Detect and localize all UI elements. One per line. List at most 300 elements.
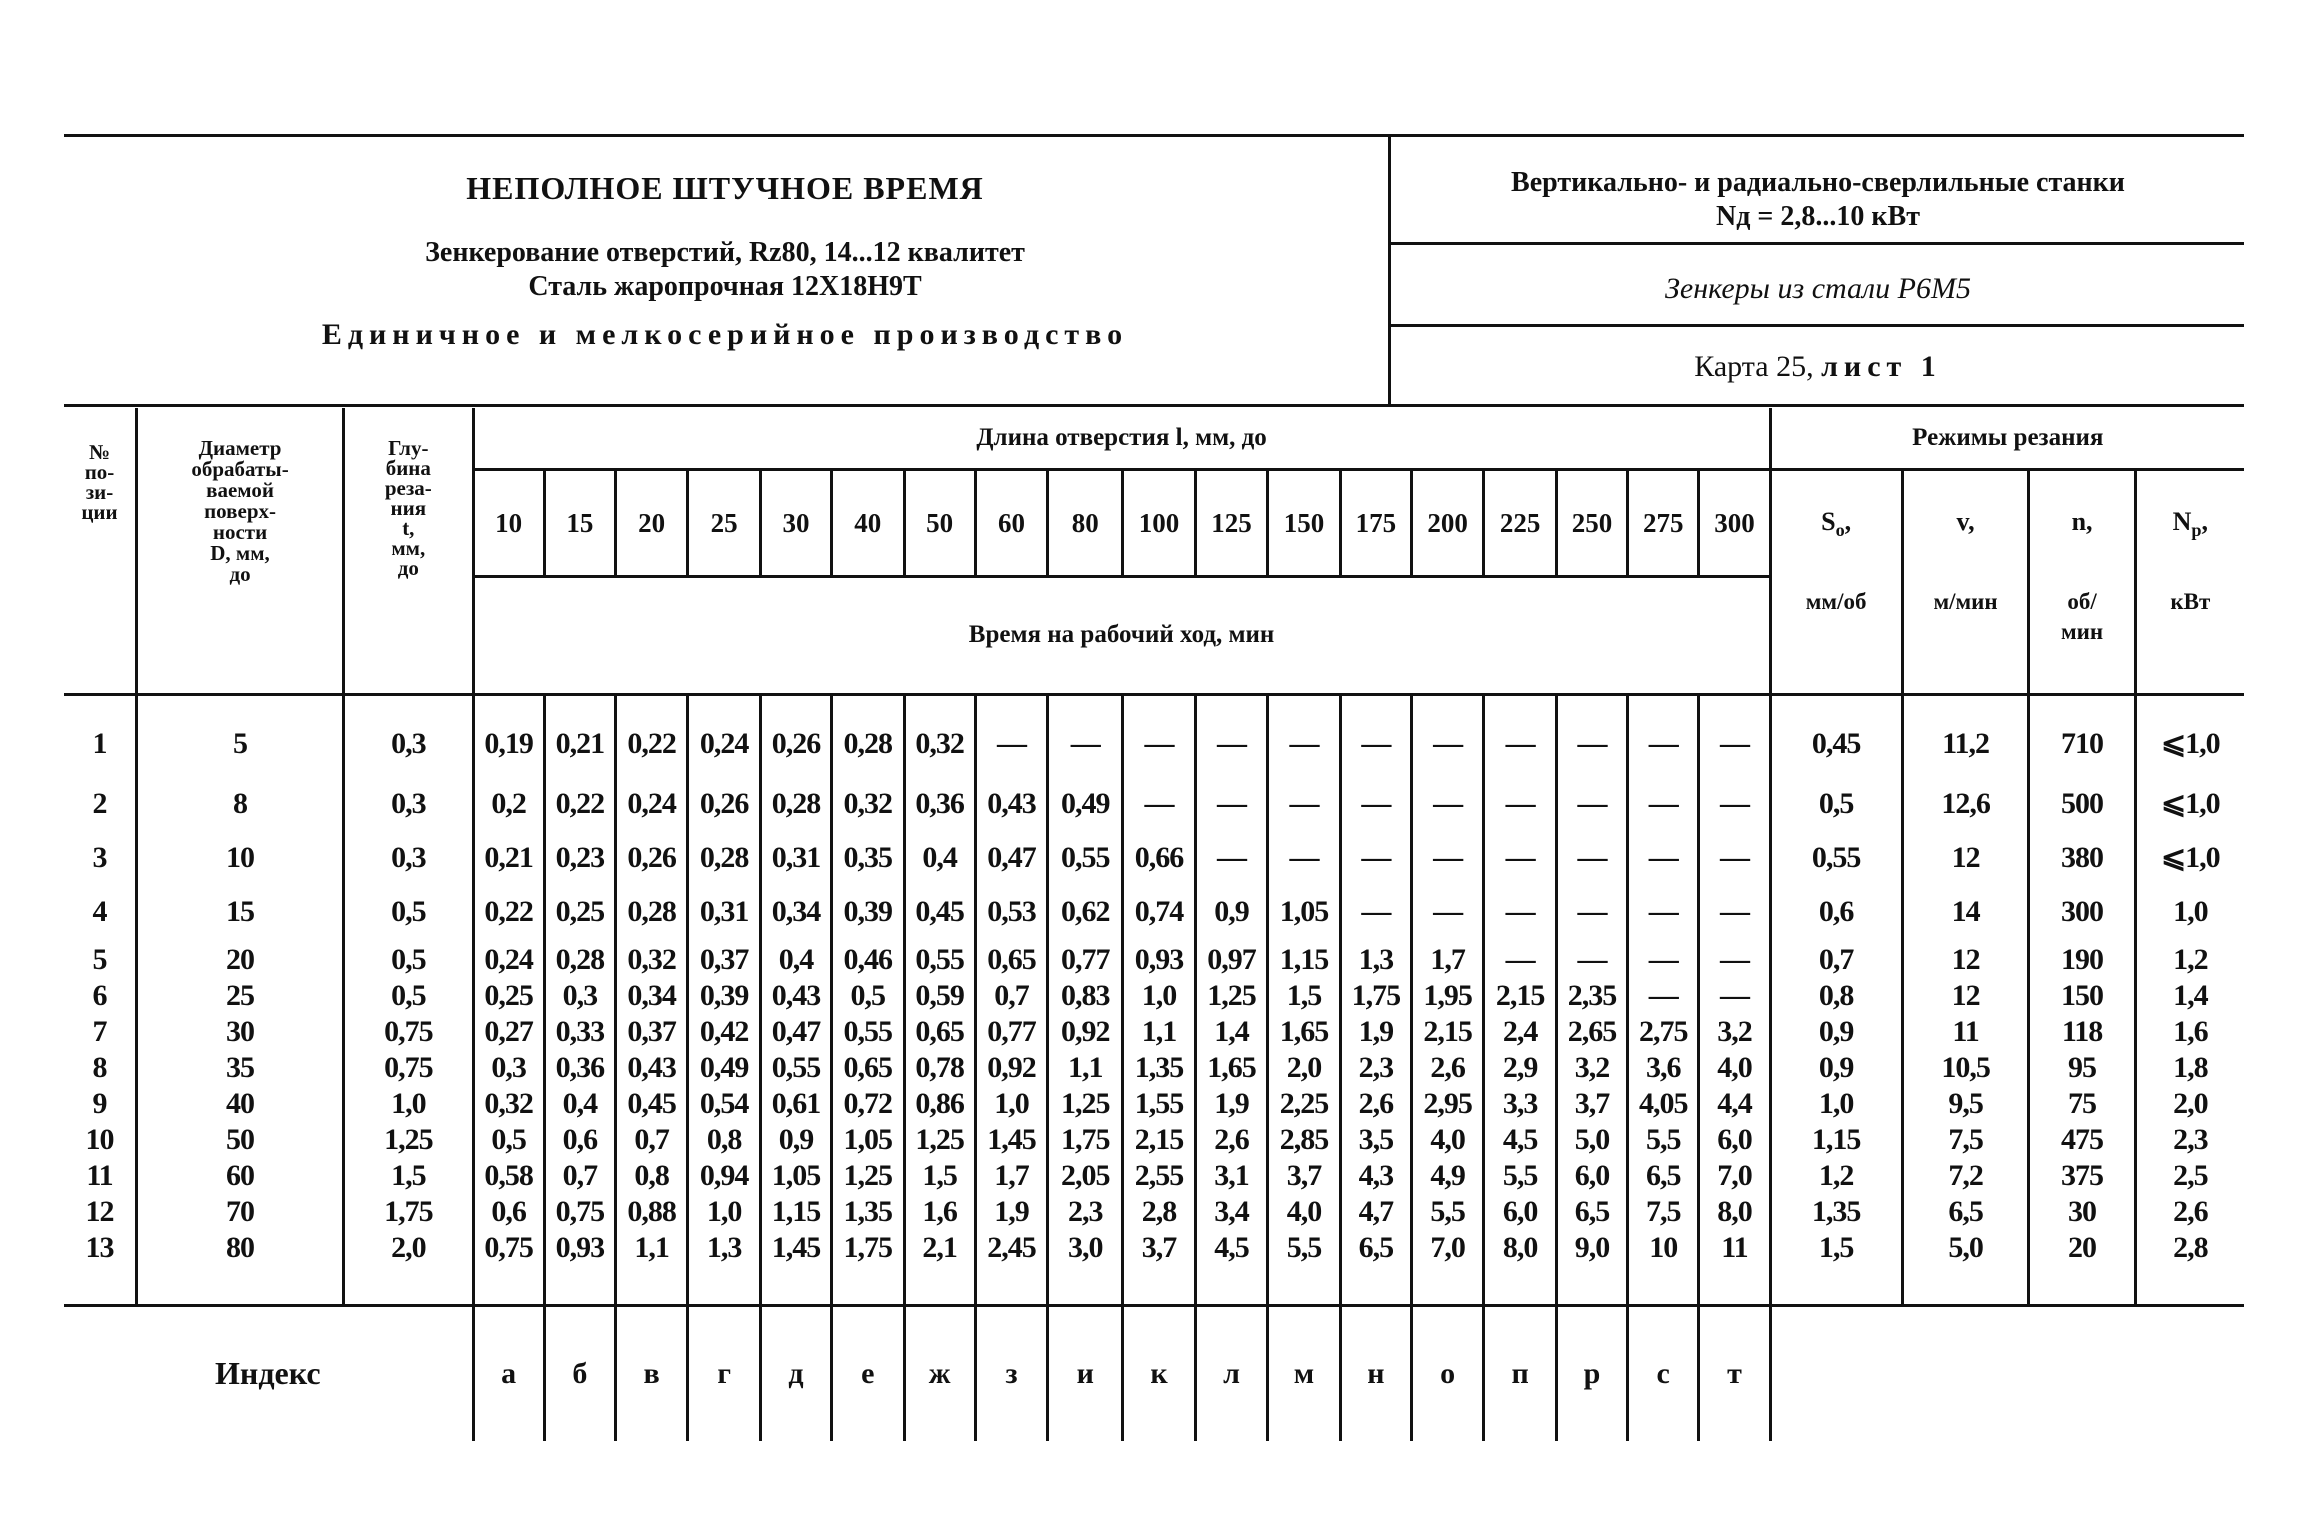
index-letter: в bbox=[615, 1305, 687, 1441]
speed-cell: 7,5 bbox=[1902, 1122, 2029, 1158]
time-cell: 0,31 bbox=[760, 834, 831, 882]
time-cell: 0,45 bbox=[904, 882, 975, 942]
time-cell: 0,58 bbox=[473, 1158, 544, 1194]
machine-type: Вертикально- и радиально-сверлильные станки bbox=[1511, 167, 2125, 198]
length-header: 30 bbox=[760, 470, 831, 577]
header-line: об/ bbox=[2067, 588, 2097, 614]
table-row bbox=[64, 1194, 2244, 1230]
diameter-cell: 40 bbox=[136, 1086, 343, 1122]
spacer-cell bbox=[1123, 1266, 1195, 1306]
time-cell: 0,9 bbox=[1195, 882, 1267, 942]
time-cell: 0,25 bbox=[473, 978, 544, 1014]
speed-cell: 14 bbox=[1902, 882, 2029, 942]
time-cell: 2,1 bbox=[904, 1230, 975, 1266]
index-letter: с bbox=[1628, 1305, 1699, 1441]
spacer-cell bbox=[904, 694, 975, 714]
spacer-cell bbox=[1411, 1266, 1483, 1306]
time-cell: 1,5 bbox=[904, 1158, 975, 1194]
time-cell: 0,4 bbox=[760, 942, 831, 978]
spacer-cell bbox=[1123, 694, 1195, 714]
time-cell: 0,37 bbox=[688, 942, 760, 978]
time-cell: 2,6 bbox=[1340, 1086, 1411, 1122]
time-cell: — bbox=[1268, 714, 1340, 774]
time-cell: 0,55 bbox=[760, 1050, 831, 1086]
time-cell: 0,43 bbox=[975, 774, 1047, 834]
spacer-cell bbox=[760, 694, 831, 714]
spacer-cell bbox=[2029, 1266, 2135, 1306]
length-header: 15 bbox=[544, 470, 615, 577]
depth-cell: 0,3 bbox=[344, 834, 473, 882]
time-cell: 4,7 bbox=[1340, 1194, 1411, 1230]
power-cell: ⩽1,0 bbox=[2135, 774, 2244, 834]
time-cell: 0,34 bbox=[615, 978, 687, 1014]
spacer-cell bbox=[1699, 694, 1770, 714]
header-line: № bbox=[88, 440, 111, 464]
depth-cell: 1,0 bbox=[344, 1086, 473, 1122]
time-cell: 5,5 bbox=[1268, 1230, 1340, 1266]
diameter-cell: 5 bbox=[136, 714, 343, 774]
header-line: мин bbox=[2060, 618, 2104, 644]
time-cell: 2,45 bbox=[975, 1230, 1047, 1266]
feed-cell: 0,7 bbox=[1770, 942, 1902, 978]
time-cell: 0,24 bbox=[688, 714, 760, 774]
col-header-position bbox=[64, 408, 136, 694]
rpm-cell: 118 bbox=[2029, 1014, 2135, 1050]
time-cell: 0,7 bbox=[615, 1122, 687, 1158]
time-cell: — bbox=[1484, 882, 1556, 942]
time-cell: 0,7 bbox=[975, 978, 1047, 1014]
spacer-cell bbox=[1628, 1266, 1699, 1306]
time-cell: 0,65 bbox=[975, 942, 1047, 978]
spacer-cell bbox=[1770, 1266, 1902, 1306]
header-line: зи- bbox=[85, 480, 114, 504]
time-cell: 3,6 bbox=[1628, 1050, 1699, 1086]
time-cell: 1,05 bbox=[832, 1122, 904, 1158]
time-cell: — bbox=[975, 714, 1047, 774]
position-cell: 12 bbox=[85, 1194, 114, 1228]
length-header: 40 bbox=[832, 470, 904, 577]
spacer-cell bbox=[2135, 1266, 2244, 1306]
time-cell: 0,22 bbox=[544, 774, 615, 834]
time-cell: 1,1 bbox=[1123, 1014, 1195, 1050]
time-cell: 1,15 bbox=[1268, 942, 1340, 978]
length-header: 10 bbox=[473, 470, 544, 577]
time-cell: 0,8 bbox=[615, 1158, 687, 1194]
index-letter: о bbox=[1411, 1305, 1483, 1441]
time-cell: 0,77 bbox=[1048, 942, 1123, 978]
mode-unit bbox=[2029, 577, 2135, 695]
machine-power: Nд = 2,8...10 кВт bbox=[1716, 201, 1920, 232]
time-cell: — bbox=[1484, 774, 1556, 834]
time-cell: 0,22 bbox=[473, 882, 544, 942]
position-cell: 13 bbox=[85, 1230, 114, 1264]
index-letter: л bbox=[1195, 1305, 1267, 1441]
time-cell: 0,26 bbox=[688, 774, 760, 834]
time-cell: 0,93 bbox=[544, 1230, 615, 1266]
time-cell: — bbox=[1048, 714, 1123, 774]
position-cell: 3 bbox=[92, 840, 107, 874]
length-header: 250 bbox=[1556, 470, 1627, 577]
time-cell: 0,5 bbox=[832, 978, 904, 1014]
time-cell: 5,5 bbox=[1484, 1158, 1556, 1194]
length-header: 300 bbox=[1699, 470, 1770, 577]
index-letter: а bbox=[473, 1305, 544, 1441]
time-cell: 3,3 bbox=[1484, 1086, 1556, 1122]
machine-block bbox=[1392, 166, 2244, 234]
table-row bbox=[64, 1230, 2244, 1266]
index-letter: ж bbox=[904, 1305, 975, 1441]
rpm-cell: 30 bbox=[2029, 1194, 2135, 1230]
time-cell: 2,95 bbox=[1411, 1086, 1483, 1122]
position-cell: 9 bbox=[92, 1086, 107, 1120]
header-line: кВт bbox=[2170, 588, 2211, 614]
time-cell: 2,6 bbox=[1411, 1050, 1483, 1086]
time-cell: 1,75 bbox=[832, 1230, 904, 1266]
time-cell: 0,31 bbox=[688, 882, 760, 942]
time-cell: — bbox=[1195, 834, 1267, 882]
table-row bbox=[64, 942, 2244, 978]
mode-symbol: S bbox=[1821, 506, 1836, 536]
time-cell: 1,05 bbox=[1268, 882, 1340, 942]
time-cell: 0,93 bbox=[1123, 942, 1195, 978]
material-text: Сталь жаропрочная 12Х18Н9Т bbox=[528, 271, 922, 302]
spacer-cell bbox=[1048, 694, 1123, 714]
spacer-cell bbox=[344, 694, 473, 714]
speed-cell: 6,5 bbox=[1902, 1194, 2029, 1230]
header-line: ции bbox=[81, 500, 118, 524]
header-line: до bbox=[397, 556, 419, 580]
feed-cell: 1,5 bbox=[1770, 1230, 1902, 1266]
time-cell: 0,8 bbox=[688, 1122, 760, 1158]
depth-cell: 0,5 bbox=[344, 882, 473, 942]
time-cell: 8,0 bbox=[1484, 1230, 1556, 1266]
diameter-cell: 35 bbox=[136, 1050, 343, 1086]
table-row bbox=[64, 882, 2244, 942]
rpm-cell: 150 bbox=[2029, 978, 2135, 1014]
spacer-cell bbox=[544, 1266, 615, 1306]
time-cell: 0,6 bbox=[544, 1122, 615, 1158]
power-cell: 1,0 bbox=[2135, 882, 2244, 942]
time-cell: 2,65 bbox=[1556, 1014, 1627, 1050]
time-cell: — bbox=[1484, 714, 1556, 774]
index-label: Индекс bbox=[214, 1355, 321, 1391]
spacer-cell bbox=[1902, 694, 2029, 714]
time-cell: 0,32 bbox=[473, 1086, 544, 1122]
time-cell: 1,7 bbox=[1411, 942, 1483, 978]
time-cell: 0,92 bbox=[975, 1050, 1047, 1086]
time-cell: 2,35 bbox=[1556, 978, 1627, 1014]
time-cell: — bbox=[1556, 774, 1627, 834]
mode-symbol: v, bbox=[1956, 506, 1975, 536]
time-cell: 3,2 bbox=[1556, 1050, 1627, 1086]
time-cell: 0,7 bbox=[544, 1158, 615, 1194]
time-cell: 1,25 bbox=[904, 1122, 975, 1158]
rpm-cell: 380 bbox=[2029, 834, 2135, 882]
time-cell: 4,9 bbox=[1411, 1158, 1483, 1194]
production-type: Единичное и мелкосерийное производство bbox=[321, 318, 1129, 351]
time-cell: 1,15 bbox=[760, 1194, 831, 1230]
time-cell: 0,28 bbox=[760, 774, 831, 834]
time-cell: 0,35 bbox=[832, 834, 904, 882]
time-cell: — bbox=[1195, 714, 1267, 774]
mode-header bbox=[1902, 470, 2029, 577]
time-cell: 3,7 bbox=[1556, 1086, 1627, 1122]
time-cell: 4,0 bbox=[1699, 1050, 1770, 1086]
index-empty bbox=[1770, 1305, 2244, 1441]
table-row bbox=[64, 1086, 2244, 1122]
time-cell: 0,36 bbox=[544, 1050, 615, 1086]
time-cell: 3,4 bbox=[1195, 1194, 1267, 1230]
time-cell: — bbox=[1340, 834, 1411, 882]
time-cell: 0,54 bbox=[688, 1086, 760, 1122]
time-cell: 1,4 bbox=[1195, 1014, 1267, 1050]
spacer-cell bbox=[1048, 1266, 1123, 1306]
index-letter: е bbox=[832, 1305, 904, 1441]
index-row bbox=[64, 1305, 2244, 1441]
time-cell: 1,65 bbox=[1195, 1050, 1267, 1086]
time-cell: 1,75 bbox=[1048, 1122, 1123, 1158]
time-cell: 0,28 bbox=[832, 714, 904, 774]
rpm-cell: 75 bbox=[2029, 1086, 2135, 1122]
time-cell: — bbox=[1484, 834, 1556, 882]
time-cell: 3,7 bbox=[1268, 1158, 1340, 1194]
diameter-cell: 8 bbox=[136, 774, 343, 834]
time-cell: — bbox=[1699, 834, 1770, 882]
feed-cell: 0,5 bbox=[1770, 774, 1902, 834]
length-header: 125 bbox=[1195, 470, 1267, 577]
depth-cell: 1,25 bbox=[344, 1122, 473, 1158]
time-cell: 2,55 bbox=[1123, 1158, 1195, 1194]
mode-subscript: o bbox=[1835, 519, 1845, 540]
spacer-cell bbox=[1902, 1266, 2029, 1306]
index-letter: д bbox=[760, 1305, 831, 1441]
time-label: Время на рабочий ход, мин bbox=[473, 577, 1770, 695]
power-cell: 2,0 bbox=[2135, 1086, 2244, 1122]
speed-cell: 7,2 bbox=[1902, 1158, 2029, 1194]
time-cell: 7,0 bbox=[1699, 1158, 1770, 1194]
diameter-cell: 20 bbox=[136, 942, 343, 978]
position-cell: 4 bbox=[92, 894, 107, 928]
time-cell: 0,28 bbox=[688, 834, 760, 882]
time-cell: 2,6 bbox=[1195, 1122, 1267, 1158]
table-row bbox=[64, 1158, 2244, 1194]
header-line: ности bbox=[212, 520, 268, 544]
length-header: 25 bbox=[688, 470, 760, 577]
time-cell: 0,55 bbox=[832, 1014, 904, 1050]
position-cell: 5 bbox=[92, 942, 107, 976]
header-divider bbox=[1388, 134, 1391, 406]
length-header: 20 bbox=[615, 470, 687, 577]
spacer-cell bbox=[615, 694, 687, 714]
time-cell: 0,5 bbox=[473, 1122, 544, 1158]
position-cell: 7 bbox=[92, 1014, 107, 1048]
mode-header bbox=[1770, 470, 1902, 577]
time-cell: 0,74 bbox=[1123, 882, 1195, 942]
time-cell: 0,26 bbox=[760, 714, 831, 774]
time-cell: 1,05 bbox=[760, 1158, 831, 1194]
length-header: 200 bbox=[1411, 470, 1483, 577]
tool-text: Зенкеры из стали Р6М5 bbox=[1665, 272, 1971, 305]
power-cell: ⩽1,0 bbox=[2135, 834, 2244, 882]
diameter-cell: 10 bbox=[136, 834, 343, 882]
time-cell: — bbox=[1556, 834, 1627, 882]
time-cell: 11 bbox=[1699, 1230, 1770, 1266]
time-cell: — bbox=[1340, 882, 1411, 942]
rpm-cell: 710 bbox=[2029, 714, 2135, 774]
time-cell: 0,66 bbox=[1123, 834, 1195, 882]
time-cell: — bbox=[1340, 774, 1411, 834]
spacer-cell bbox=[136, 1266, 343, 1306]
time-cell: 0,4 bbox=[544, 1086, 615, 1122]
mode-symbol: n, bbox=[2071, 506, 2093, 536]
time-cell: 0,24 bbox=[615, 774, 687, 834]
time-cell: 1,35 bbox=[1123, 1050, 1195, 1086]
table-row bbox=[64, 1050, 2244, 1086]
mode-symbol: N bbox=[2172, 506, 2192, 536]
spacer-cell bbox=[688, 1266, 760, 1306]
time-cell: 1,9 bbox=[975, 1194, 1047, 1230]
time-cell: 0,19 bbox=[473, 714, 544, 774]
speed-cell: 9,5 bbox=[1902, 1086, 2029, 1122]
time-cell: — bbox=[1195, 774, 1267, 834]
time-cell: — bbox=[1628, 774, 1699, 834]
index-letter: к bbox=[1123, 1305, 1195, 1441]
diameter-cell: 60 bbox=[136, 1158, 343, 1194]
time-cell: 4,5 bbox=[1195, 1230, 1267, 1266]
speed-cell: 12 bbox=[1902, 942, 2029, 978]
rpm-cell: 190 bbox=[2029, 942, 2135, 978]
depth-cell: 0,75 bbox=[344, 1050, 473, 1086]
time-cell: 0,25 bbox=[544, 882, 615, 942]
feed-cell: 1,15 bbox=[1770, 1122, 1902, 1158]
spacer-cell bbox=[615, 1266, 687, 1306]
time-cell: 0,86 bbox=[904, 1086, 975, 1122]
power-cell: 1,6 bbox=[2135, 1014, 2244, 1050]
time-cell: 0,75 bbox=[544, 1194, 615, 1230]
position-cell: 1 bbox=[92, 726, 107, 760]
header-right bbox=[1392, 136, 2244, 404]
time-cell: 4,3 bbox=[1340, 1158, 1411, 1194]
spacer-cell bbox=[1556, 1266, 1627, 1306]
time-cell: 0,22 bbox=[615, 714, 687, 774]
table-row bbox=[64, 978, 2244, 1014]
time-cell: 1,35 bbox=[832, 1194, 904, 1230]
index-letter: т bbox=[1699, 1305, 1770, 1441]
time-cell: 0,47 bbox=[975, 834, 1047, 882]
time-cell: — bbox=[1556, 882, 1627, 942]
time-cell: 2,25 bbox=[1268, 1086, 1340, 1122]
diameter-cell: 50 bbox=[136, 1122, 343, 1158]
time-cell: 0,9 bbox=[760, 1122, 831, 1158]
time-cell: 1,55 bbox=[1123, 1086, 1195, 1122]
speed-cell: 11,2 bbox=[1902, 714, 2029, 774]
spacer-cell bbox=[975, 694, 1047, 714]
time-cell: 1,0 bbox=[975, 1086, 1047, 1122]
time-cell: 7,0 bbox=[1411, 1230, 1483, 1266]
time-cell: 2,75 bbox=[1628, 1014, 1699, 1050]
time-cell: 0,83 bbox=[1048, 978, 1123, 1014]
depth-cell: 0,5 bbox=[344, 978, 473, 1014]
spacer-cell bbox=[1268, 1266, 1340, 1306]
header-line: по- bbox=[84, 460, 115, 484]
time-cell: 2,05 bbox=[1048, 1158, 1123, 1194]
length-header: 80 bbox=[1048, 470, 1123, 577]
depth-cell: 0,3 bbox=[344, 714, 473, 774]
index-letter: н bbox=[1340, 1305, 1411, 1441]
index-letter: п bbox=[1484, 1305, 1556, 1441]
time-cell: 2,15 bbox=[1484, 978, 1556, 1014]
time-cell: 1,65 bbox=[1268, 1014, 1340, 1050]
table-row bbox=[64, 1122, 2244, 1158]
time-cell: — bbox=[1411, 834, 1483, 882]
spacer-cell bbox=[975, 1266, 1047, 1306]
time-cell: 2,8 bbox=[1123, 1194, 1195, 1230]
time-cell: 0,75 bbox=[473, 1230, 544, 1266]
time-cell: 1,0 bbox=[688, 1194, 760, 1230]
time-cell: 0,97 bbox=[1195, 942, 1267, 978]
col-group-length: Длина отверстия l, мм, до bbox=[473, 408, 1770, 470]
rpm-cell: 500 bbox=[2029, 774, 2135, 834]
time-cell: 1,25 bbox=[1195, 978, 1267, 1014]
card-label: Карта 25, bbox=[1694, 350, 1814, 383]
feed-cell: 0,9 bbox=[1770, 1050, 1902, 1086]
header-line: обрабаты- bbox=[191, 457, 289, 481]
spacer-cell bbox=[2135, 694, 2244, 714]
header-line: мм, bbox=[391, 536, 426, 560]
depth-cell: 2,0 bbox=[344, 1230, 473, 1266]
header-left bbox=[64, 136, 1386, 404]
time-cell: — bbox=[1699, 942, 1770, 978]
operation-block bbox=[64, 236, 1386, 304]
length-header: 150 bbox=[1268, 470, 1340, 577]
sheet-label: лист 1 bbox=[1821, 350, 1942, 383]
time-cell: 2,0 bbox=[1268, 1050, 1340, 1086]
header-line: ния bbox=[390, 496, 427, 520]
position-cell: 8 bbox=[92, 1050, 107, 1084]
header-line: до bbox=[229, 562, 251, 586]
length-header: 50 bbox=[904, 470, 975, 577]
time-cell: 5,0 bbox=[1556, 1122, 1627, 1158]
time-cell: 0,77 bbox=[975, 1014, 1047, 1050]
feed-cell: 1,35 bbox=[1770, 1194, 1902, 1230]
time-cell: — bbox=[1556, 714, 1627, 774]
rpm-cell: 20 bbox=[2029, 1230, 2135, 1266]
col-header-diameter bbox=[136, 408, 343, 694]
time-cell: 0,28 bbox=[544, 942, 615, 978]
time-cell: 2,4 bbox=[1484, 1014, 1556, 1050]
time-cell: — bbox=[1699, 774, 1770, 834]
time-cell: 4,05 bbox=[1628, 1086, 1699, 1122]
mode-unit bbox=[2135, 577, 2244, 695]
time-cell: 0,78 bbox=[904, 1050, 975, 1086]
time-cell: — bbox=[1268, 774, 1340, 834]
time-cell: — bbox=[1340, 714, 1411, 774]
time-cell: 1,9 bbox=[1195, 1086, 1267, 1122]
time-cell: 3,7 bbox=[1123, 1230, 1195, 1266]
header-line: м/мин bbox=[1933, 588, 1998, 614]
speed-cell: 12 bbox=[1902, 834, 2029, 882]
diameter-cell: 80 bbox=[136, 1230, 343, 1266]
spacer-cell bbox=[1628, 694, 1699, 714]
diameter-cell: 30 bbox=[136, 1014, 343, 1050]
table-row bbox=[64, 834, 2244, 882]
diameter-cell: 15 bbox=[136, 882, 343, 942]
time-cell: 0,23 bbox=[544, 834, 615, 882]
time-cell: — bbox=[1484, 942, 1556, 978]
spacer-cell bbox=[344, 1266, 473, 1306]
power-cell: 2,8 bbox=[2135, 1230, 2244, 1266]
spacer-cell bbox=[1699, 1266, 1770, 1306]
